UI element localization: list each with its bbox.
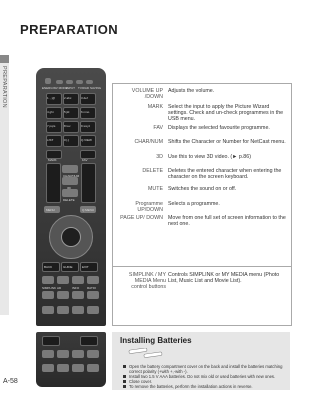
remote-number-label: 3 def	[81, 96, 88, 100]
description-key: VOLUME UP /DOWN	[131, 88, 163, 101]
remote-simplink-button	[87, 276, 99, 284]
remote-top-button	[76, 80, 83, 84]
remote-fav-label: FAV	[82, 158, 88, 162]
remote-lower-button	[72, 364, 84, 372]
remote-lower-button	[57, 364, 69, 372]
remote-bottom-label: AD	[57, 286, 62, 290]
remote-back-label: BACK	[44, 265, 53, 269]
description-value: Select the input to apply the Picture Wizard settings. Check and un-check programmes in the USB menu.	[168, 104, 284, 123]
remote-bottom-label: INFO	[72, 286, 80, 290]
remote-lower-button	[87, 350, 99, 358]
page-number: A-58	[3, 378, 18, 385]
remote-volume-rocker	[46, 163, 61, 203]
remote-delete-label: DELETE	[63, 198, 75, 202]
remote-delete-button	[62, 189, 78, 197]
batteries-illustration	[128, 348, 172, 358]
remote-simplink-button	[42, 291, 54, 299]
remote-number-label: 1 .,;@	[47, 96, 56, 100]
instruction-bullet: Open the battery compartment cover on the back and install the batteries matching correct polarity (+with +,-with -).	[122, 364, 287, 374]
remote-lower-button	[42, 364, 54, 372]
remote-top-label: TV/RAD	[78, 86, 90, 90]
remote-top-button	[86, 80, 93, 84]
remote-number-label: 8 tuv	[64, 124, 71, 128]
description-value: Selects a programme.	[168, 201, 220, 207]
remote-number-label: 2 abc	[64, 96, 72, 100]
remote-simplink-button	[57, 291, 69, 299]
description-value: Adjusts the volume.	[168, 88, 215, 94]
installing-batteries-title: Installing Batteries	[120, 336, 192, 345]
instruction-bullet: Install two 1.5 V AAA batteries. Do not mix old or used batteries with new ones.	[122, 374, 287, 379]
remote-lower-button	[87, 364, 99, 372]
simplink-description-panel	[112, 266, 292, 326]
description-key: Programme UP/DOWN	[135, 201, 163, 214]
remote-lower-button	[42, 350, 54, 358]
description-value: Switches the sound on or off.	[168, 186, 237, 192]
remote-top-button	[56, 80, 63, 84]
description-value: Controls SIMPLINK or MY MEDIA menu (Photo List, Music List and Movie List).	[168, 272, 280, 285]
remote-simplink-button	[57, 306, 69, 314]
remote-3d-label: 3D	[67, 186, 71, 190]
description-value: Deletes the entered character when entering the character on the screen keyboard.	[168, 168, 282, 181]
remote-number-label: LIST	[47, 138, 54, 142]
remote-top-button	[66, 80, 73, 84]
remote-charnum-button	[62, 165, 78, 173]
button-description-panel	[112, 83, 292, 268]
remote-3d-button	[62, 177, 78, 185]
description-key: MUTE	[147, 186, 163, 192]
remote-guide-label: GUIDE	[63, 265, 73, 269]
remote-mark-label: MARK	[48, 158, 57, 162]
remote-charnum-label: CHAR/NUM	[63, 174, 80, 178]
description-key: PAGE UP/ DOWN	[120, 215, 163, 221]
remote-exit-button-lower	[80, 336, 98, 346]
description-key: SIMPLINK / MY MEDIA Menu control buttons	[128, 272, 166, 291]
remote-simplink-button	[72, 276, 84, 284]
description-value: Shifts the Character or Number for NetCast menu.	[168, 139, 286, 145]
remote-top-label: SAVING	[90, 86, 102, 90]
remote-top-label: INPUT	[66, 86, 75, 90]
description-key: DELETE	[142, 168, 163, 174]
remote-top-label: ENERGY	[42, 86, 55, 90]
description-value: Move from one full set of screen information to the next one.	[168, 215, 286, 228]
remote-simplink-button	[57, 276, 69, 284]
remote-number-label: 6 mno	[81, 110, 90, 114]
remote-lower-button	[72, 350, 84, 358]
remote-number-label: 7 pqrs	[47, 124, 56, 128]
remote-qmenu-label: Q.MENU	[82, 208, 94, 212]
description-key: FAV	[153, 125, 163, 131]
remote-number-label: Q.VIEW	[81, 138, 92, 142]
remote-power-button	[45, 78, 51, 84]
remote-ok-button	[61, 227, 81, 247]
remote-lower-button	[57, 350, 69, 358]
remote-simplink-button	[42, 276, 54, 284]
remote-number-label: 4 ghi	[47, 110, 54, 114]
page-title: PREPARATION	[20, 22, 119, 37]
remote-simplink-button	[72, 291, 84, 299]
instruction-bullet: To remove the batteries, perform the installation actions in reverse.	[122, 384, 287, 389]
side-tab-label: PREPARATION	[1, 66, 7, 108]
instruction-bullet: Close cover.	[122, 379, 287, 384]
remote-number-label: 0 [-]	[64, 138, 70, 142]
remote-number-label: 5 jkl	[64, 110, 70, 114]
remote-programme-rocker	[81, 163, 96, 203]
remote-back-button-lower	[42, 336, 60, 346]
batteries-instructions	[122, 364, 287, 389]
remote-simplink-button	[87, 306, 99, 314]
description-value: Displays the selected favourite programme.	[168, 125, 270, 131]
remote-number-label: 9 wxyz	[81, 124, 91, 128]
description-value: Use this to view 3D video. (► p.86)	[168, 154, 251, 160]
description-key: CHAR/NUM	[134, 139, 163, 145]
remote-menu-label: MENU	[46, 208, 55, 212]
remote-simplink-button	[87, 291, 99, 299]
remote-simplink-button	[72, 306, 84, 314]
remote-top-label: AV MODE	[54, 86, 68, 90]
remote-exit-label: EXIT	[82, 265, 89, 269]
side-tab-accent	[0, 55, 9, 63]
remote-simplink-button	[42, 306, 54, 314]
description-key: MARK	[147, 104, 163, 110]
description-key: 3D	[156, 154, 163, 160]
remote-bottom-label: SIMPLINK	[42, 286, 57, 290]
remote-bottom-label: RATIO	[87, 286, 96, 290]
